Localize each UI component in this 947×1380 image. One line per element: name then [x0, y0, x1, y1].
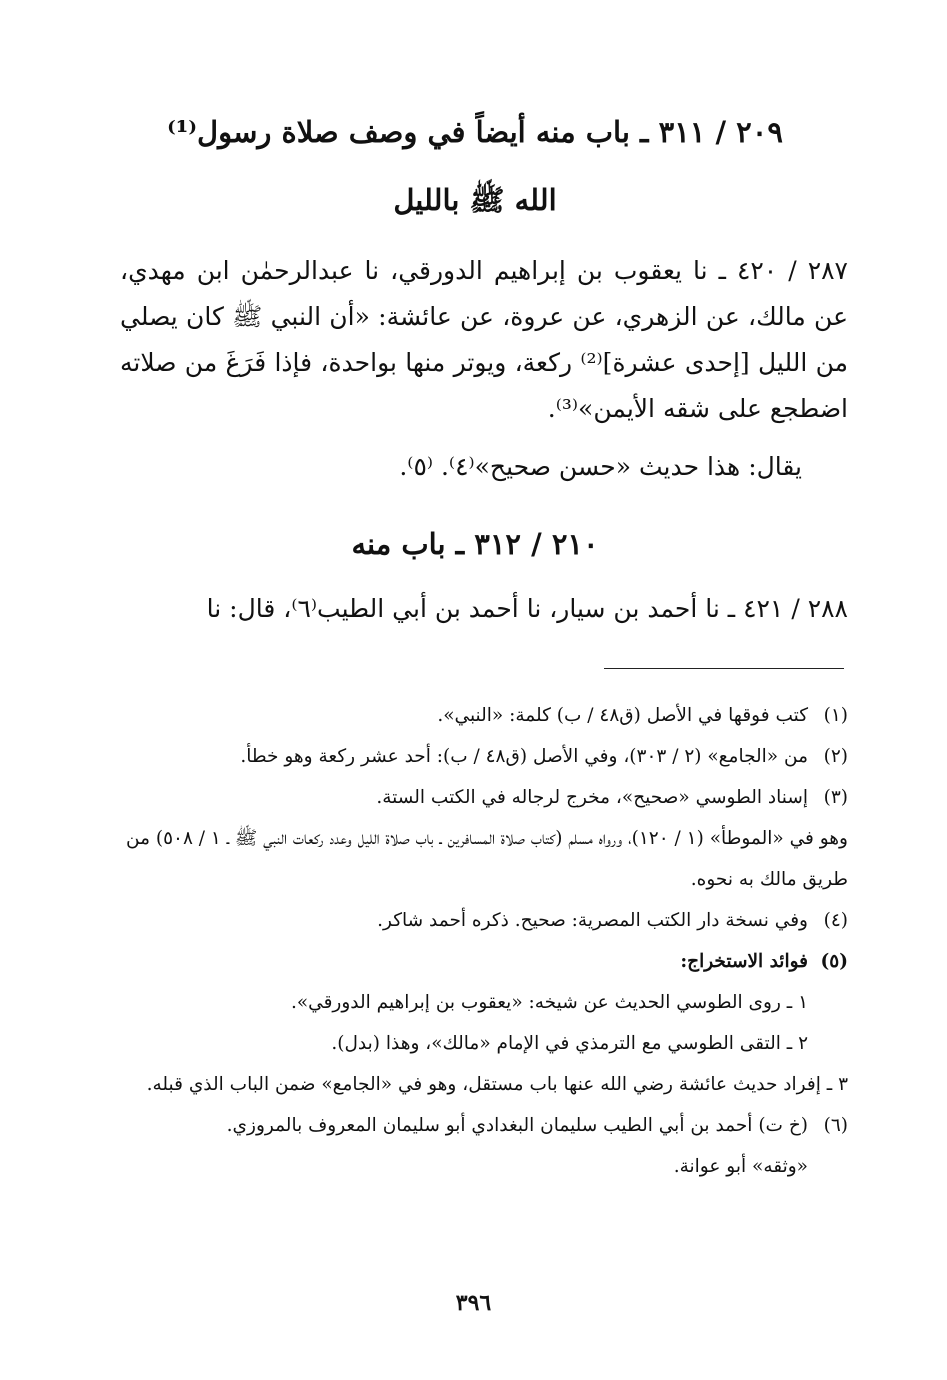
footnote-text: وهو في «الموطأ» (١ / ١٢٠)، ورواه مسلم (كتاب صلاة المسافرين ـ باب صلاة الليل وعدد ركعات النبي ﷺ ـ ١ / ٥٠٨) من طريق مالك به نحوه.	[126, 828, 848, 890]
footnote-number: (٦)	[823, 1115, 848, 1136]
hadith-288	[120, 586, 848, 632]
chapter-title-209-line2: الله ﷺ بالليل	[393, 183, 557, 217]
footnote-heading: فوائد الاستخراج:	[680, 951, 808, 972]
footnote-text: وفي نسخة دار الكتب المصرية: صحيح. ذكره أحمد شاكر.	[377, 910, 808, 931]
footnote-number: (٤)	[823, 910, 848, 931]
footnote-3-continued	[120, 818, 848, 900]
footnote-5-item-2: ٢ ـ التقى الطوسي مع الترمذي في الإمام «مالك»، وهذا (بدل).	[331, 1033, 808, 1054]
chapter-title-209-line1: ٢٠٩ / ٣١١ ـ باب منه أيضاً في وصف صلاة رسول⁽¹⁾	[167, 115, 783, 149]
footnote-text: (خ ت) أحمد بن أبي الطيب سليمان البغدادي أبو سليمان المعروف بالمروزي.	[226, 1115, 808, 1136]
footnote-number: (٥)	[820, 951, 848, 972]
hadith-288-text: ٢٨٨ / ٤٢١ ـ نا أحمد بن سيار، نا أحمد بن أبي الطيب⁽٦⁾، قال: نا	[206, 594, 848, 623]
footnote-6-continued: «وثقه» أبو عوانة.	[673, 1156, 808, 1177]
footnote-separator	[604, 668, 844, 669]
footnote-text: كتب فوقها في الأصل (ق٤٨ / ب) كلمة: «النبي».	[437, 705, 808, 726]
page-number: ٣٩٦	[455, 1290, 492, 1316]
footnotes	[120, 695, 848, 1187]
footnote-2	[120, 736, 848, 777]
footnote-5-item-1: ١ ـ روى الطوسي الحديث عن شيخه: «يعقوب بن إبراهيم الدورقي».	[290, 992, 808, 1013]
chapter-title-210: ٢١٠ / ٣١٢ ـ باب منه	[351, 527, 599, 561]
footnote-1	[120, 695, 848, 736]
footnote-number: (٢)	[823, 746, 848, 767]
footnote-6	[120, 1105, 848, 1146]
footnote-5-item-3: ٣ ـ إفراد حديث عائشة رضي الله عنها باب مستقل، وهو في «الجامع» ضمن الباب الذي قبله.	[146, 1074, 848, 1095]
hadith-287-text: ٢٨٧ / ٤٢٠ ـ نا يعقوب بن إبراهيم الدورقي، نا عبدالرحمٰن ابن مهدي، عن مالك، عن الزهري، عن عروة، عن عائشة: «أن النبي ﷺ كان يصلي من الليل [إحدى عشرة]⁽²⁾ ركعة، ويوتر منها بواحدة، فإذا فَرَغَ من صلاته اضطجع على شقه الأيمن»⁽³⁾.	[120, 256, 848, 423]
hadith-287	[120, 248, 848, 490]
footnote-number: (١)	[823, 705, 848, 726]
footnote-3	[120, 777, 848, 818]
footnote-number: (٣)	[823, 787, 848, 808]
footnote-4	[120, 900, 848, 941]
footnote-text: من «الجامع» (٢ / ٣٠٣)، وفي الأصل (ق٤٨ / ب): أحد عشر ركعة وهو خطأ.	[240, 746, 808, 767]
footnote-text: إسناد الطوسي «صحيح»، مخرج لرجاله في الكتب الستة.	[376, 787, 808, 808]
hadith-287-grading: يقال: هذا حديث «حسن صحيح»⁽٤⁾. ⁽٥⁾.	[399, 452, 802, 481]
footnote-5	[120, 941, 848, 982]
